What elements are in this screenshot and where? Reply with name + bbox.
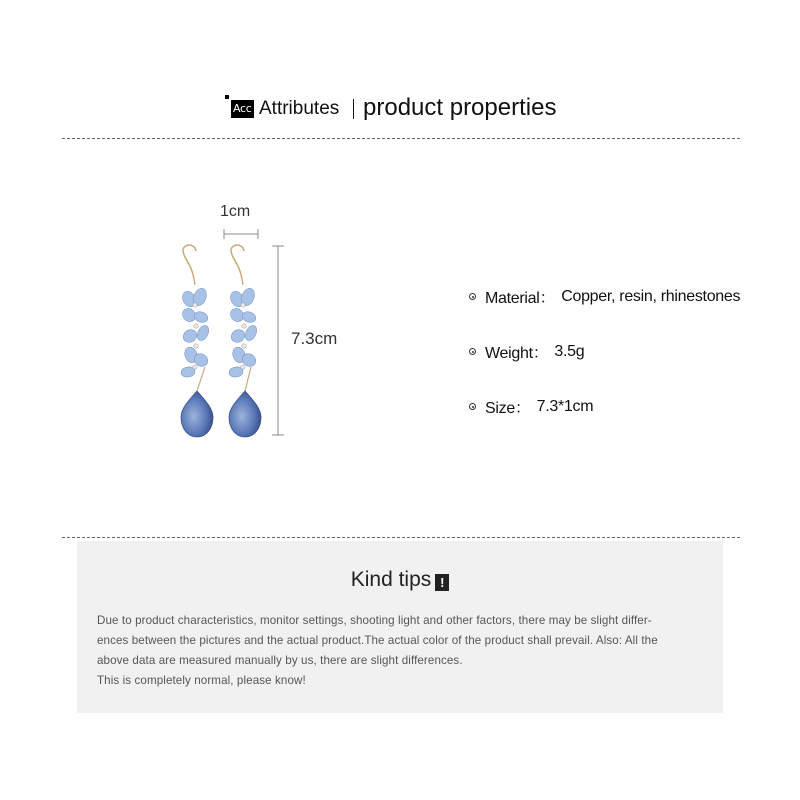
height-dimension-line — [272, 246, 284, 435]
section-header — [0, 90, 800, 130]
width-measurement-label: 1cm — [220, 203, 251, 220]
height-measurement-label: 7.3cm — [291, 329, 338, 348]
kind-tips-body — [97, 611, 711, 691]
spec-label: Material： — [485, 290, 556, 307]
spec-value: Copper, resin, rhinestones — [561, 287, 741, 305]
top-divider — [62, 138, 740, 139]
right-earring — [228, 245, 261, 437]
header-dot-decoration — [225, 95, 229, 99]
page-title: product properties — [363, 94, 557, 121]
bottom-divider — [62, 537, 740, 538]
acc-badge: Acc — [231, 100, 254, 118]
warning-icon: ! — [435, 574, 449, 591]
kind-tips-title — [77, 568, 723, 592]
width-dimension-line — [224, 229, 258, 239]
spec-weight — [469, 340, 584, 363]
attributes-label: Attributes — [259, 98, 340, 119]
header-separator — [353, 99, 354, 119]
earrings-product-image — [165, 195, 375, 455]
kind-tips-heading: Kind tips — [350, 568, 432, 591]
tips-line: This is completely normal, please know! — [97, 674, 306, 687]
tips-line: Due to product characteristics, monitor settings, shooting light and other factors, there may be slight differ- — [97, 614, 652, 627]
spec-value: 3.5g — [554, 342, 585, 360]
left-earring — [180, 245, 213, 437]
kind-tips-panel — [77, 541, 723, 713]
spec-material — [469, 285, 740, 308]
bullet-icon — [469, 403, 476, 410]
tips-line: above data are measured manually by us, there are slight differences. — [97, 654, 463, 667]
tips-line: ences between the pictures and the actual product.The actual color of the product shall prevail. Also: All the — [97, 634, 658, 647]
bullet-icon — [469, 293, 476, 300]
spec-value: 7.3*1cm — [536, 397, 594, 415]
spec-size — [469, 395, 593, 418]
spec-label: Weight： — [485, 345, 549, 362]
spec-label: Size： — [485, 400, 531, 417]
bullet-icon — [469, 348, 476, 355]
